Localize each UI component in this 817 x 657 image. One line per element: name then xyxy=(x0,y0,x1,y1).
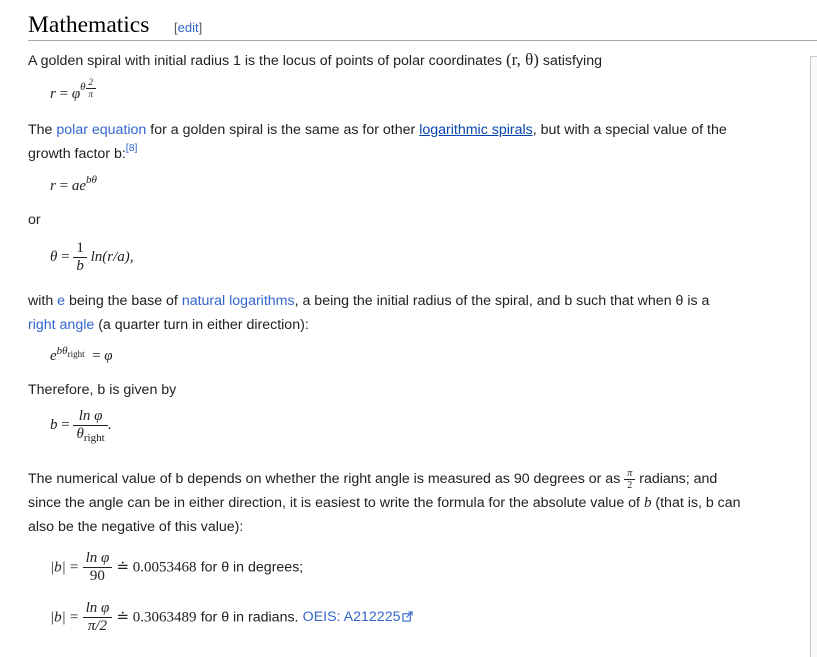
citation-8[interactable]: [8] xyxy=(125,142,138,154)
p3-text-1: with xyxy=(28,293,58,309)
p5-frac-den: 2 xyxy=(627,479,633,491)
side-panel-edge xyxy=(810,56,817,657)
section-heading xyxy=(28,8,817,41)
eq6-note: for θ in degrees; xyxy=(200,559,304,576)
equation-2 xyxy=(50,174,97,195)
eq3-num: 1 xyxy=(73,240,87,258)
eq7-fraction xyxy=(83,600,113,635)
p1-tail: satisfying xyxy=(542,53,602,69)
p5-b-symbol: b xyxy=(643,495,652,511)
p5-line-1a: The numerical value of b depends on whether the right angle is measured as 90 degrees or as xyxy=(28,471,621,487)
p5-line-2: since the angle can be in either direction, it is easiest to write the formula for the absolute value of xyxy=(28,495,640,511)
p3-text-4: (a quarter turn in either direction): xyxy=(94,317,309,333)
p5-frac-num: π xyxy=(624,468,635,480)
p1-text: A golden spiral with initial radius 1 is the locus of points of polar coordinates xyxy=(28,53,502,69)
eq1-exp-var: θ xyxy=(80,81,86,93)
paragraph-5 xyxy=(28,467,741,539)
edit-section xyxy=(174,20,202,35)
eq5-period: . xyxy=(107,416,112,433)
p5-pi-over-2 xyxy=(624,468,635,492)
paragraph-2 xyxy=(28,118,727,167)
eq1-lhs: r xyxy=(50,86,56,102)
eq3-rhs: ln(r/a), xyxy=(90,248,134,265)
paragraph-3 xyxy=(28,289,709,337)
eq6-num: ln φ xyxy=(83,550,113,568)
edit-bracket-close: ] xyxy=(198,20,203,35)
equation-6 xyxy=(50,550,303,585)
eq6-den: 90 xyxy=(89,567,105,584)
eq1-base: φ xyxy=(71,86,81,102)
eq7-equals: = xyxy=(69,609,79,626)
eq1-exp-frac xyxy=(86,78,97,99)
eq5-den xyxy=(73,426,107,443)
eq2-rhs: ae xyxy=(71,178,86,194)
eq6-approx: ≐ 0.0053468 xyxy=(116,559,197,576)
eq5-den-var: θ xyxy=(76,425,84,442)
link-right-angle[interactable]: right angle xyxy=(28,317,95,333)
eq2-equals: = xyxy=(59,178,69,194)
link-logarithmic-spirals[interactable]: logarithmic spirals xyxy=(419,122,533,138)
eq5-lhs: b xyxy=(50,416,58,433)
p5-line-3: also be the negative of this value): xyxy=(28,519,244,535)
eq5-den-sub: right xyxy=(83,431,105,444)
p2-text-3: , but with a special value of the xyxy=(532,122,727,138)
p3-text-2: being the base of xyxy=(65,293,182,309)
p2-text-1: The xyxy=(28,122,57,138)
equation-3 xyxy=(50,240,134,275)
equation-1 xyxy=(50,77,96,107)
eq6-fraction xyxy=(83,550,113,585)
p2-text-2: for a golden spiral is the same as for other xyxy=(146,122,420,138)
eq1-equals: = xyxy=(59,86,69,102)
eq3-fraction xyxy=(73,240,87,275)
eq3-equals: = xyxy=(61,248,70,265)
link-e[interactable]: e xyxy=(57,293,66,309)
eq4-equals: = xyxy=(92,348,101,364)
equation-5 xyxy=(50,408,111,443)
eq6-lhs: |b| xyxy=(50,559,66,576)
eq4-exp: bθ xyxy=(56,345,68,357)
eq5-fraction xyxy=(73,408,107,443)
eq5-equals: = xyxy=(61,416,70,433)
paragraph-1 xyxy=(28,48,602,73)
eq1-exponent xyxy=(80,77,96,99)
eq1-exp-num: 2 xyxy=(86,78,97,89)
p5-line-1b: radians; and xyxy=(639,471,718,487)
p3-text-3: , a being the initial radius of the spiral, and b such that when θ is a xyxy=(294,293,710,309)
link-polar-equation[interactable]: polar equation xyxy=(56,122,147,138)
external-link-icon xyxy=(402,611,413,622)
equation-4 xyxy=(50,345,113,365)
eq4-rhs: φ xyxy=(104,348,113,364)
or-text: or xyxy=(28,212,41,228)
eq6-equals: = xyxy=(69,559,79,576)
eq1-exp-den: π xyxy=(88,88,94,99)
eq7-den: π/2 xyxy=(87,617,108,634)
eq3-lhs: θ xyxy=(50,248,58,265)
article-section xyxy=(28,0,817,656)
link-natural-logarithms[interactable]: natural logarithms xyxy=(181,293,295,309)
polar-coords: (r, θ) xyxy=(505,50,539,69)
oeis-link-label: OEIS: A212225 xyxy=(302,609,401,626)
eq3-den: b xyxy=(76,257,84,274)
eq4-base: e xyxy=(50,348,57,364)
eq7-lhs: |b| xyxy=(50,609,66,626)
eq4-exp-sub: right xyxy=(67,349,85,359)
equation-7 xyxy=(50,600,413,635)
p5-line-2-tail: (that is, b can xyxy=(655,495,741,511)
edit-link[interactable]: edit xyxy=(177,20,199,35)
eq5-num: ln φ xyxy=(73,408,107,426)
section-title: Mathematics xyxy=(28,12,150,38)
eq4-exponent xyxy=(57,345,85,357)
edit-bracket-open: [ xyxy=(174,20,178,35)
eq7-approx: ≐ 0.3063489 xyxy=(116,609,197,626)
eq2-exponent: bθ xyxy=(85,174,97,186)
link-oeis[interactable] xyxy=(303,609,414,625)
p2-line-2: growth factor b: xyxy=(28,146,126,162)
eq2-lhs: r xyxy=(50,178,56,194)
paragraph-4: Therefore, b is given by xyxy=(28,382,177,398)
eq7-num: ln φ xyxy=(83,600,113,618)
eq7-note: for θ in radians. xyxy=(200,609,299,626)
